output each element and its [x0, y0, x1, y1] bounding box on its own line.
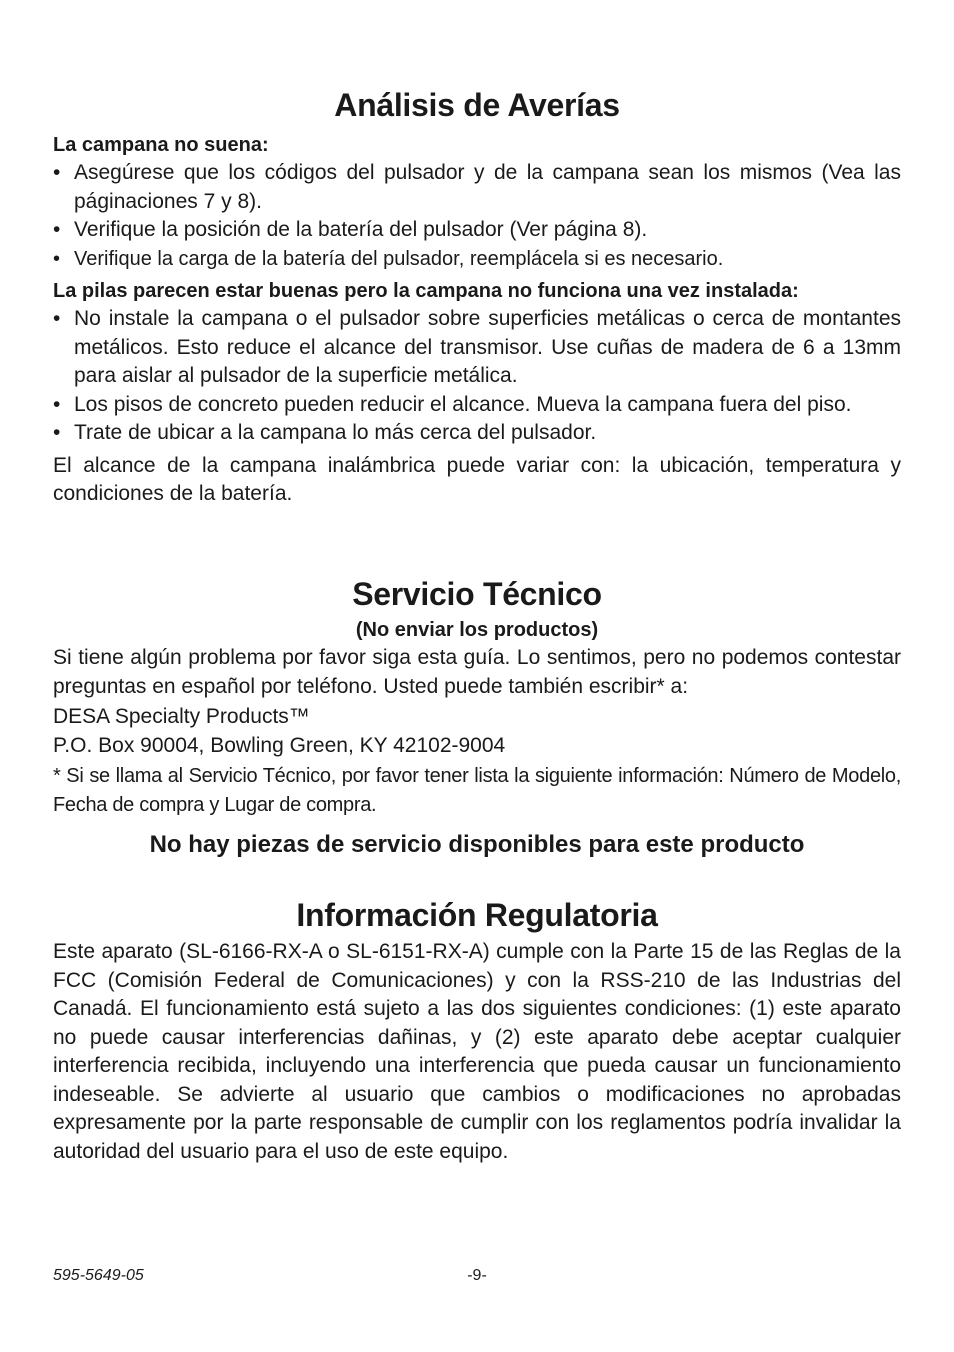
list-item: • No instale la campana o el pulsador sobre superficies metálicas o cerca de montantes metálicos. Esto reduce el alcance del transmisor. Use cuñas de madera de 6 a 13mm para aislar al pulsador de la superficie metálica.: [53, 307, 901, 387]
service-intro: Si tiene algún problema por favor siga esta guía. Lo sentimos, pero no podemos contestar preguntas en español por teléfono. Usted puede también escribir* a:: [53, 646, 901, 698]
list-item: • Verifique la posición de la batería del pulsador (Ver página 8).: [53, 216, 901, 245]
list-item: • Trate de ubicar a la campana lo más cerca del pulsador.: [53, 419, 901, 448]
service-subtitle: (No enviar los productos): [355, 619, 599, 641]
batteries-heading: La pilas parecen estar buenas pero la campana no funciona una vez instalada:: [53, 280, 799, 302]
regulatory-title: Información Regulatoria: [296, 897, 658, 933]
list-item: • Verifique la carga de la batería del pulsador, reemplácela si es necesario.: [53, 245, 901, 274]
range-note: El alcance de la campana inalámbrica puede variar con: la ubicación, temperatura y condiciones de la batería.: [53, 453, 901, 505]
no-ring-list: [53, 159, 901, 273]
bullet-icon: •: [53, 161, 61, 184]
service-company: DESA Specialty Products™: [53, 705, 310, 728]
batteries-list: [53, 305, 901, 448]
service-section: [53, 616, 901, 819]
bullet-icon: •: [53, 218, 61, 241]
page-number: -9-: [467, 1267, 487, 1284]
troubleshooting-section: [53, 131, 901, 509]
troubleshooting-title: Análisis de Averías: [334, 87, 620, 123]
bullet-icon: •: [53, 392, 61, 416]
bullet-icon: •: [53, 307, 61, 330]
service-title: Servicio Técnico: [352, 576, 602, 612]
no-parts-notice: No hay piezas de servicio disponibles para este producto: [149, 831, 805, 858]
service-address: P.O. Box 90004, Bowling Green, KY 42102-9004: [53, 733, 506, 757]
service-footnote: * Si se llama al Servicio Técnico, por favor tener lista la siguiente información: Número de Modelo, Fecha de compra y Lugar de compra.: [53, 765, 901, 816]
list-item: • Los pisos de concreto pueden reducir el alcance. Mueva la campana fuera del piso.: [53, 391, 901, 420]
regulatory-body: Este aparato (SL-6166-RX-A o SL-6151-RX-A) cumple con la Parte 15 de las Reglas de la FCC (Comisión Federal de Comunicaciones) y con la RSS-210 de las Industrias del Canadá. El funcionamiento está sujeto a las dos siguientes condiciones: (1) este aparato no puede causar interferencias dañinas, y (2) este aparato debe aceptar cualquier interferencia recibida, incluyendo una interferencia que pueda causar un funcionamiento indeseable. Se advierte al usuario que cambios o modificaciones no aprobadas expresamente por la parte responsable de cumplir con los reglamentos podría invalidar la autoridad del usuario para el uso de este equipo.: [53, 940, 901, 1163]
bullet-icon: •: [53, 247, 61, 270]
list-item: • Asegúrese que los códigos del pulsador y de la campana sean los mismos (Vea las páginaciones 7 y 8).: [53, 161, 901, 213]
bullet-icon: •: [53, 421, 61, 444]
no-ring-heading: La campana no suena:: [53, 134, 269, 156]
document-number: 595-5649-05: [53, 1267, 144, 1284]
